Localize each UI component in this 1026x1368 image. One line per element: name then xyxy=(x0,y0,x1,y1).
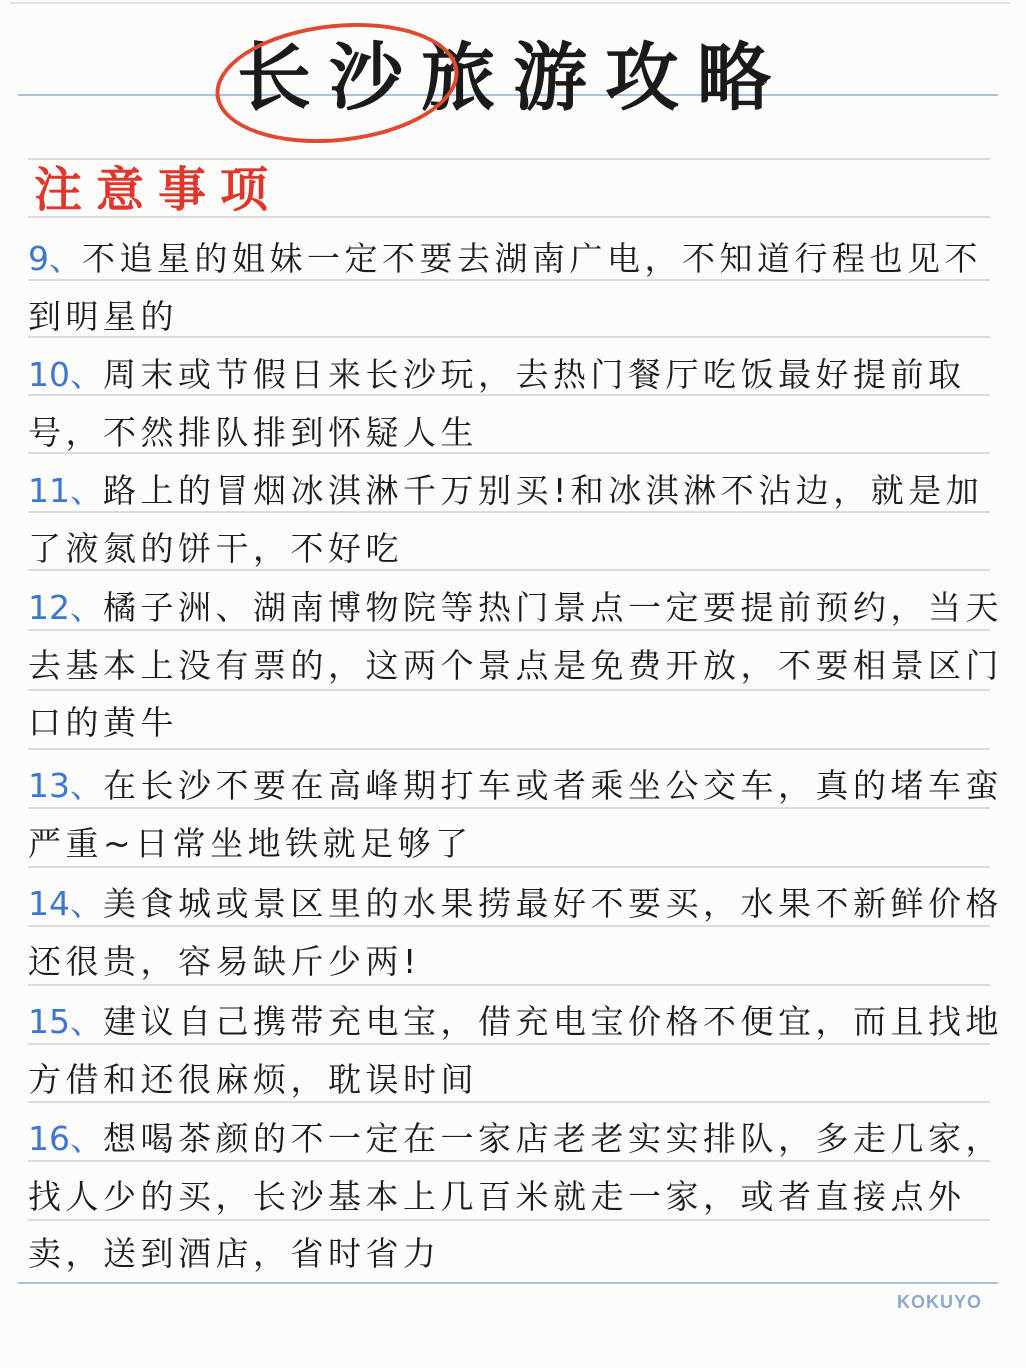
item-text: 建议自己携带充电宝，借充电宝价格不便宜，而且找地方借和还很麻烦，耽误时间 xyxy=(28,1002,1003,1099)
list-item xyxy=(28,230,1013,345)
item-text: 想喝茶颜的不一定在一家店老老实实排队，多走几家，找人少的买，长沙基本上几百米就走一家，或者直接点外卖，送到酒店，省时省力 xyxy=(28,1119,1003,1273)
item-number: 14、 xyxy=(28,884,103,923)
item-number: 12、 xyxy=(28,588,103,627)
brand-logo: KOKUYO xyxy=(896,1292,982,1312)
section-heading: 注意事项 xyxy=(34,162,283,218)
item-number: 15、 xyxy=(28,1002,103,1041)
item-number: 16、 xyxy=(28,1119,103,1158)
list-item xyxy=(28,579,1013,752)
item-text: 橘子洲、湖南博物院等热门景点一定要提前预约，当天去基本上没有票的，这两个景点是免费开放，不要相景区门口的黄牛 xyxy=(28,588,1003,742)
item-number: 9、 xyxy=(28,239,82,278)
item-number: 11、 xyxy=(28,471,103,510)
item-text: 路上的冒烟冰淇淋千万别买!和冰淇淋不沾边，就是加了液氮的饼干，不好吃 xyxy=(28,471,984,568)
list-item xyxy=(28,993,1013,1108)
item-number: 13、 xyxy=(28,766,103,805)
list-item xyxy=(28,1110,1013,1283)
list-item xyxy=(28,346,1013,461)
item-text: 不追星的姐妹一定不要去湖南广电，不知道行程也见不到明星的 xyxy=(28,239,982,336)
list-item xyxy=(28,875,1013,990)
item-text: 周末或节假日来长沙玩，去热门餐厅吃饭最好提前取号，不然排队排到怀疑人生 xyxy=(28,355,966,452)
list-item xyxy=(28,757,1013,872)
page-title xyxy=(0,30,1026,130)
item-text: 在长沙不要在高峰期打车或者乘坐公交车，真的堵车蛮严重~日常坐地铁就足够了 xyxy=(28,766,1003,863)
item-text: 美食城或景区里的水果捞最好不要买，水果不新鲜价格还很贵，容易缺斤少两! xyxy=(28,884,1003,981)
item-number: 10、 xyxy=(28,355,103,394)
title-rest: 旅游攻略 xyxy=(421,35,789,121)
list-item xyxy=(28,462,1013,577)
title-highlighted-city: 长沙 xyxy=(237,30,421,126)
top-rule xyxy=(10,2,1010,4)
